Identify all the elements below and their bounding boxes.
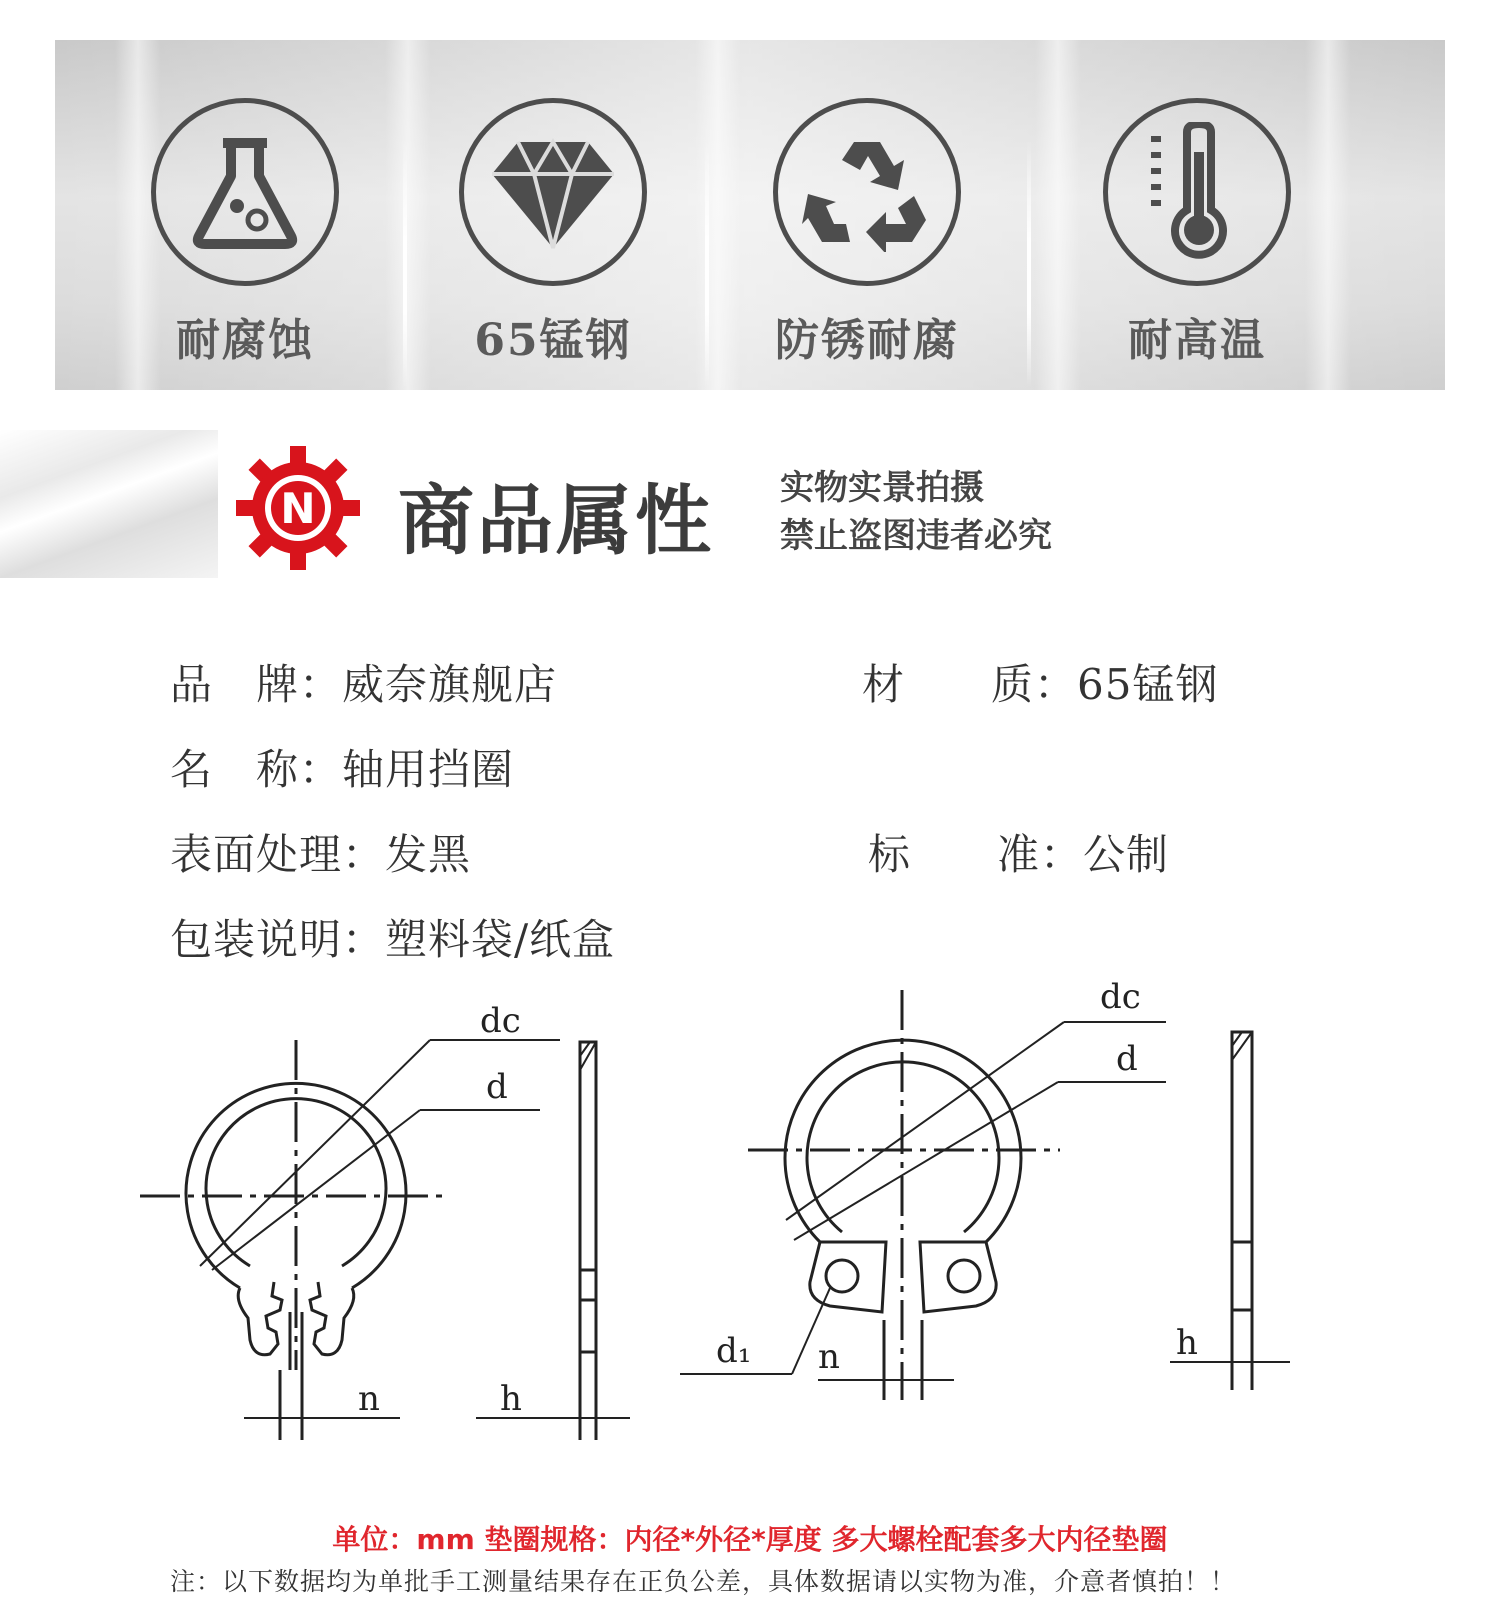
section-note: [780, 464, 1052, 560]
feature-corrosion: [145, 98, 345, 368]
label-n-right: n: [818, 1337, 840, 1377]
label-n-left: n: [358, 1379, 380, 1419]
feature-banner: [55, 40, 1445, 390]
technical-drawing: [130, 970, 1370, 1454]
feature-label: 耐腐蚀: [176, 315, 314, 366]
diamond-icon: [459, 98, 647, 286]
feature-label: 防锈耐腐: [775, 315, 959, 366]
attr-standard: [868, 822, 1169, 882]
attr-name: [170, 737, 514, 797]
feature-label: 65锰钢: [474, 315, 632, 366]
attr-key: 品 牌：: [170, 660, 343, 709]
disclaimer-note: 注：以下数据均为单批手工测量结果存在正负公差，具体数据请以实物为准，介意者慎拍！！: [170, 1567, 1237, 1596]
label-dc-left: dc: [480, 1001, 521, 1041]
attr-value: 公制: [1083, 830, 1170, 879]
attr-material: [862, 652, 1218, 712]
flask-icon: [151, 98, 339, 286]
unit-spec-line: 单位：mm 垫圈规格：内径*外径*厚度 多大螺栓配套多大内径垫圈: [332, 1523, 1168, 1556]
label-h-right: h: [1176, 1323, 1198, 1363]
attr-key: 标 准：: [868, 830, 1084, 879]
attr-key: 材 质：: [862, 660, 1078, 709]
thermometer-icon: [1103, 98, 1291, 286]
feature-label: 耐高温: [1128, 315, 1266, 366]
attr-value: 轴用挡圈: [342, 745, 515, 794]
attr-key: 表面处理：: [170, 830, 386, 879]
recycle-icon: [773, 98, 961, 286]
attr-key: 包装说明：: [170, 915, 386, 964]
note-line-1: 实物实景拍摄: [780, 468, 984, 508]
label-dc-right: dc: [1100, 977, 1141, 1017]
feature-steel: [453, 98, 653, 368]
attr-brand: [170, 652, 557, 712]
section-title: 商品属性: [398, 476, 714, 565]
feature-heat: [1097, 98, 1297, 368]
label-d1-right: d₁: [716, 1331, 752, 1371]
header-decoration: [0, 430, 218, 578]
attr-value: 发黑: [385, 830, 472, 879]
label-d-right: d: [1116, 1039, 1138, 1079]
label-d-left: d: [486, 1067, 508, 1107]
attr-surface: [170, 822, 471, 882]
brand-logo: [236, 446, 360, 570]
attr-value: 65锰钢: [1077, 660, 1219, 709]
logo-letter: N: [280, 484, 316, 533]
feature-antirust: [767, 98, 967, 368]
ring-front-view-right: [680, 990, 1166, 1400]
attr-packing: [170, 907, 615, 967]
attr-value: 塑料袋/纸盒: [385, 915, 616, 964]
note-line-2: 禁止盗图违者必究: [780, 516, 1052, 556]
attr-value: 威奈旗舰店: [342, 660, 558, 709]
attr-key: 名 称：: [170, 745, 343, 794]
label-h-left: h: [500, 1379, 522, 1419]
